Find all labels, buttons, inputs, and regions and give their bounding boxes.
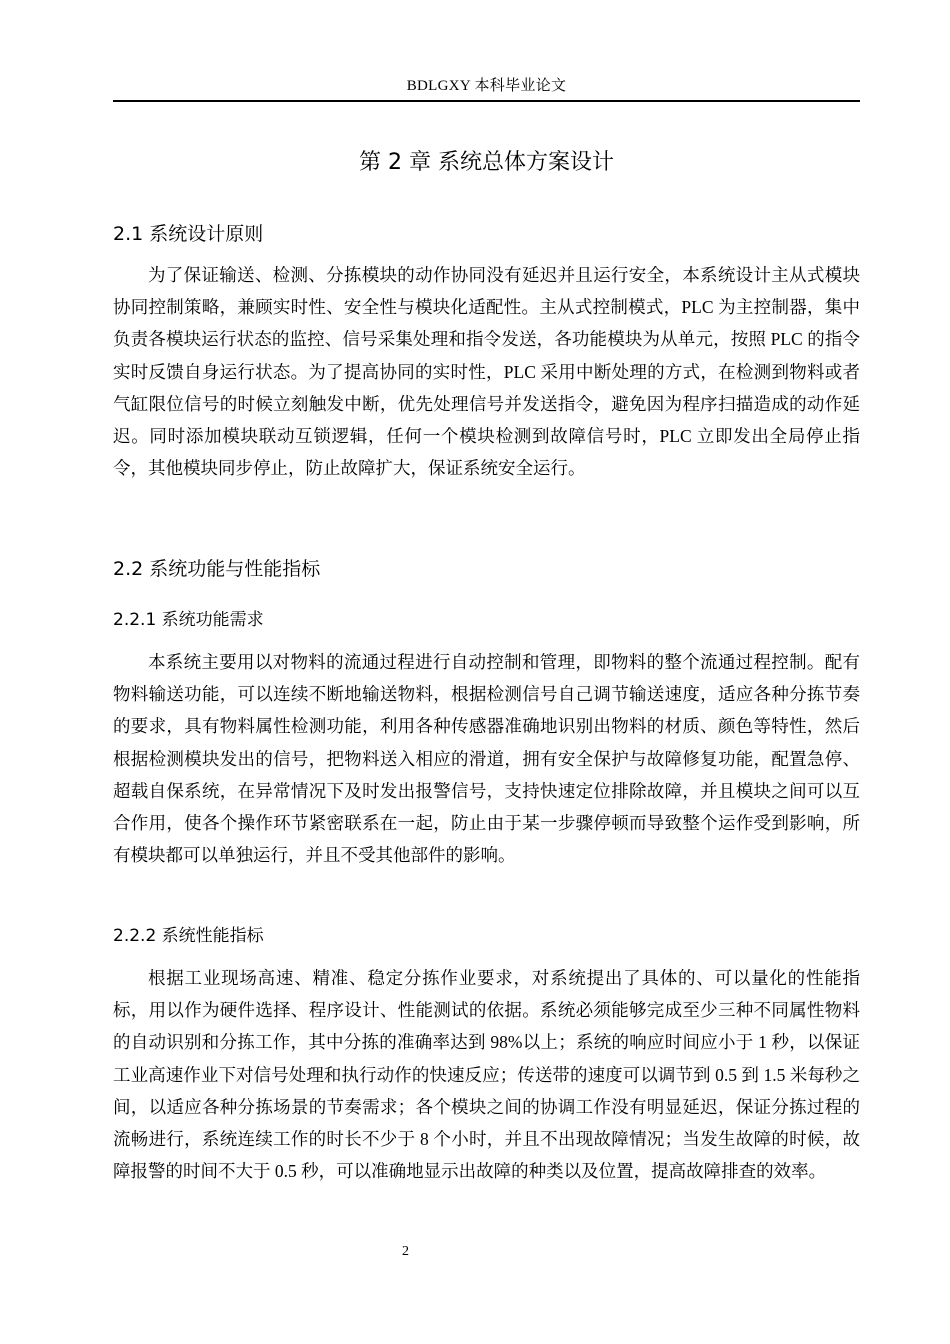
section-heading-2-1: 2.1 系统设计原则 (113, 223, 264, 245)
page-number: 2 (402, 1244, 409, 1259)
header-divider (113, 100, 860, 102)
subsection-paragraph-2-2-1: 本系统主要用以对物料的流通过程进行自动控制和管理，即物料的整个流通过程控制。配有物料输送功能，可以连续不断地输送物料，根据检测信号自己调节输送速度，适应各种分拣节奏的要求，具有物料属性检测功能，利用各种传感器准确地识别出物料的材质、颜色等特性，然后根据检测模块发出的信号，把物料送入相应的滑道，拥有安全保护与故障修复功能，配置急停、超载自保系统，在异常情况下及时发出报警信号，支持快速定位排除故障，并且模块之间可以互合作用，使各个操作环节紧密联系在一起，防止由于某一步骤停顿而导致整个运作受到影响，所有模块都可以单独运行，并且不受其他部件的影响。 (113, 652, 860, 866)
section-heading-2-2: 2.2 系统功能与性能指标 (113, 558, 321, 580)
running-header: BDLGXY 本科毕业论文 (406, 78, 567, 94)
section-paragraph-2-1: 为了保证输送、检测、分拣模块的动作协同没有延迟并且运行安全，本系统设计主从式模块协同控制策略，兼顾实时性、安全性与模块化适配性。主从式控制模式，PLC 为主控制器，集中负责各模块运行状态的监控、信号采集处理和指令发送，各功能模块为从单元，按照 PLC 的指令实时反馈自身运行状态。为了提高协同的实时性，PLC 采用中断处理的方式，在检测到物料或者气缸限位信号的时候立刻触发中断，优先处理信号并发送指令，避免因为程序扫描造成的动作延迟。同时添加模块联动互锁逻辑，任何一个模块检测到故障信号时，PLC 立即发出全局停止指令，其他模块同步停止，防止故障扩大，保证系统安全运行。 (113, 265, 860, 479)
subsection-heading-2-2-2: 2.2.2 系统性能指标 (113, 926, 264, 946)
subsection-paragraph-2-2-2: 根据工业现场高速、精准、稳定分拣作业要求，对系统提出了具体的、可以量化的性能指标，用以作为硬件选择、程序设计、性能测试的依据。系统必须能够完成至少三种不同属性物料的自动识别和分拣工作，其中分拣的准确率达到 98%以上；系统的响应时间应小于 1 秒，以保证工业高速作业下对信号处理和执行动作的快速反应；传送带的速度可以调节到 0.5 到 1.5 米每秒之间，以适应各种分拣场景的节奏需求；各个模块之间的协调工作没有明显延迟，保证分拣过程的流畅进行，系统连续工作的时长不少于 8 个小时，并且不出现故障情况；当发生故障的时候，故障报警的时间不大于 0.5 秒，可以准确地显示出故障的种类以及位置，提高故障排查的效率。 (113, 968, 860, 1182)
chapter-title: 第 2 章 系统总体方案设计 (359, 150, 614, 175)
subsection-heading-2-2-1: 2.2.1 系统功能需求 (113, 610, 264, 630)
